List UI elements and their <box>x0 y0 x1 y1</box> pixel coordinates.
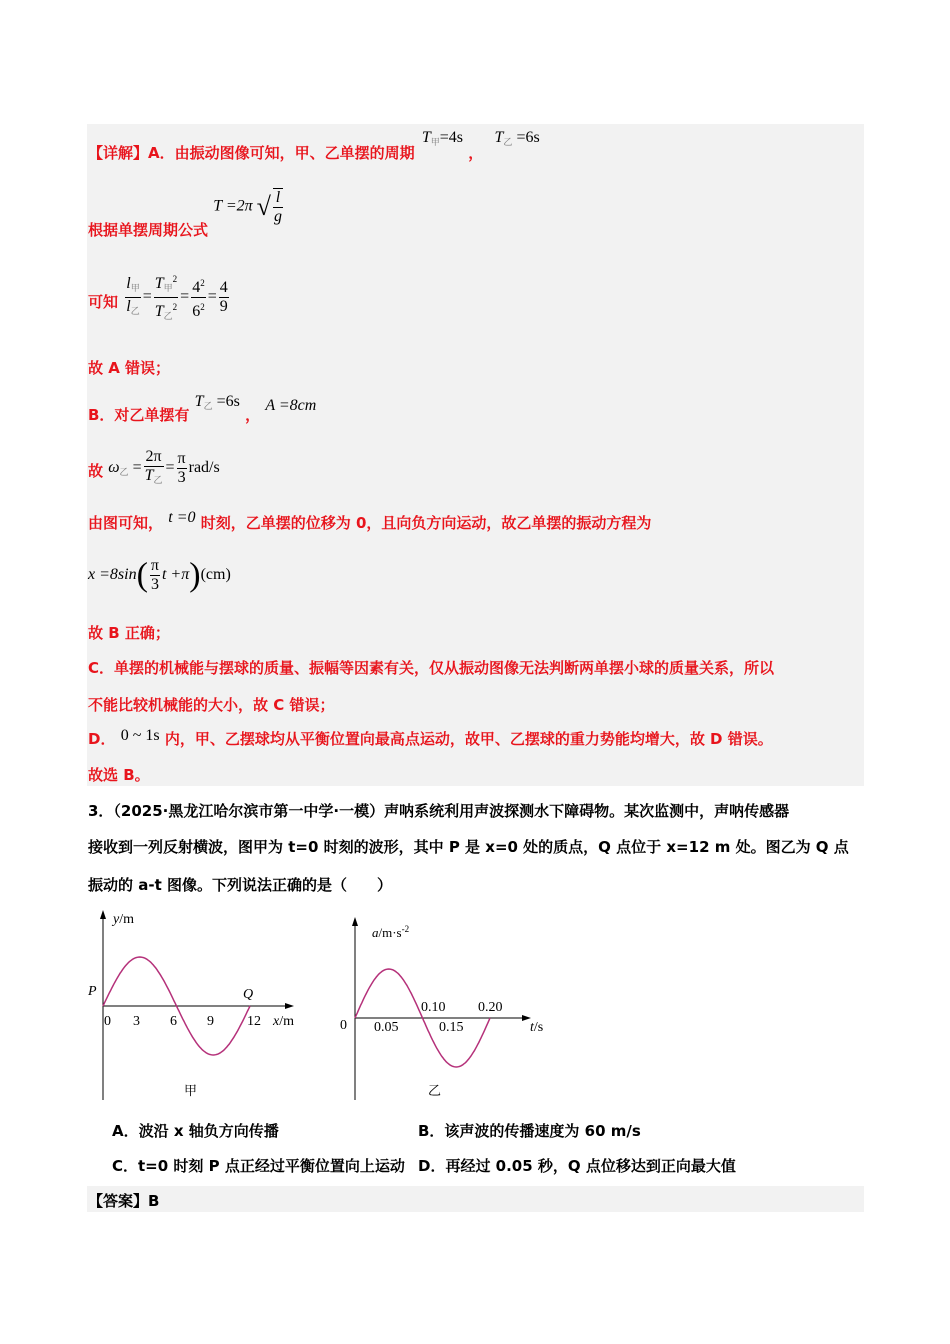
c-line-1: C．单摆的机械能与摆球的质量、振幅等因素有关，仅从振动图像无法判断两单摆小球的质量关系，所以 <box>88 659 775 677</box>
figure-yi <box>330 905 560 1105</box>
c-line-2: 不能比较机械能的大小，故 C 错误； <box>88 696 335 714</box>
motion-equation: x =8sin( $\frac{\pi}{3}$ t +π)(cm) <box>88 556 231 593</box>
tick-label: 3 <box>133 1014 140 1029</box>
p-label: P <box>88 984 97 999</box>
option-a[interactable]: A．波沿 x 轴负方向传播 <box>112 1122 279 1140</box>
d-line: D． 0 ~ 1s 内，甲、乙摆球均从平衡位置向最高点运动，故甲、乙摆球的重力势能均增大，故 D 错误。 <box>88 727 773 748</box>
q-label: Q <box>243 987 254 1002</box>
b-conclusion: 故 B 正确； <box>88 624 170 642</box>
caption: 乙 <box>428 1084 442 1099</box>
period-formula-line: 根据单摆周期公式 T =2π √ $\frac{l}{g}$ <box>88 189 282 239</box>
caption: 甲 <box>184 1084 198 1099</box>
tick-label: 0.20 <box>478 1000 503 1015</box>
b-line: B．对乙单摆有 $T_乙 =6s$ ， A =8cm <box>88 393 317 424</box>
question-line-1: 3．（2025·黑龙江哈尔滨市第一中学·一模）声呐系统利用声波探测水下障碍物。某次监测中，声呐传感器 <box>88 802 790 820</box>
svg-text:a/m·s-2: $a/m\cdot s^{-2}$ <box>372 924 410 940</box>
omega-line: 故 $\omega_乙$ = $\frac{2\pi}{T_乙}$ = $\frac{\pi}{3}$ rad/s <box>88 448 220 486</box>
tick-label: 0.05 <box>374 1020 399 1035</box>
final-choice: 故选 B。 <box>88 766 150 784</box>
figure-jia <box>80 905 320 1105</box>
a-conclusion: 故 A 错误； <box>88 359 171 377</box>
ratio-line: 可知 $\frac{l_甲}{l_乙}$ = $\frac{T_甲^2}{T_乙^2}$ = $\frac{4^2}{6^2}$ = $\frac{4}{9}$ <box>88 270 231 325</box>
svg-text:y/m: y/m <box>113 912 134 927</box>
solution-intro: 【详解】A．由振动图像可知，甲、乙单摆的周期 $T_甲=4s$ ， $T_乙 =6s$ <box>88 129 540 162</box>
origin-label: 0 <box>340 1018 347 1033</box>
option-c[interactable]: C．t=0 时刻 P 点正经过平衡位置向上运动 <box>112 1157 405 1175</box>
svg-text:x/m: x/m <box>273 1014 294 1029</box>
tick-label: 0.15 <box>439 1020 464 1035</box>
question-line-2: 接收到一列反射横波，图甲为 t=0 时刻的波形，其中 P 是 x=0 处的质点，Q 点位于 x=12 m 处。图乙为 Q 点 <box>88 838 849 856</box>
option-b[interactable]: B．该声波的传播速度为 60 m/s <box>418 1122 641 1140</box>
option-d[interactable]: D．再经过 0.05 秒，Q 点位移达到正向最大值 <box>418 1157 736 1175</box>
answer: 【答案】B <box>88 1192 160 1210</box>
tick-label: 0.10 <box>421 1000 446 1015</box>
tick-label: 0 <box>104 1014 111 1029</box>
question-line-3: 振动的 a-t 图像。下列说法正确的是（ ） <box>88 876 392 894</box>
answer-panel <box>87 1186 864 1212</box>
graph-line: 由图可知， t =0 时刻，乙单摆的位移为 0，且向负方向运动，故乙单摆的振动方程为 <box>88 509 652 532</box>
tick-label: 9 <box>207 1014 214 1029</box>
tick-label: 6 <box>170 1014 177 1029</box>
svg-text:t/s: t/s <box>530 1020 544 1035</box>
tick-label: 12 <box>247 1014 261 1029</box>
